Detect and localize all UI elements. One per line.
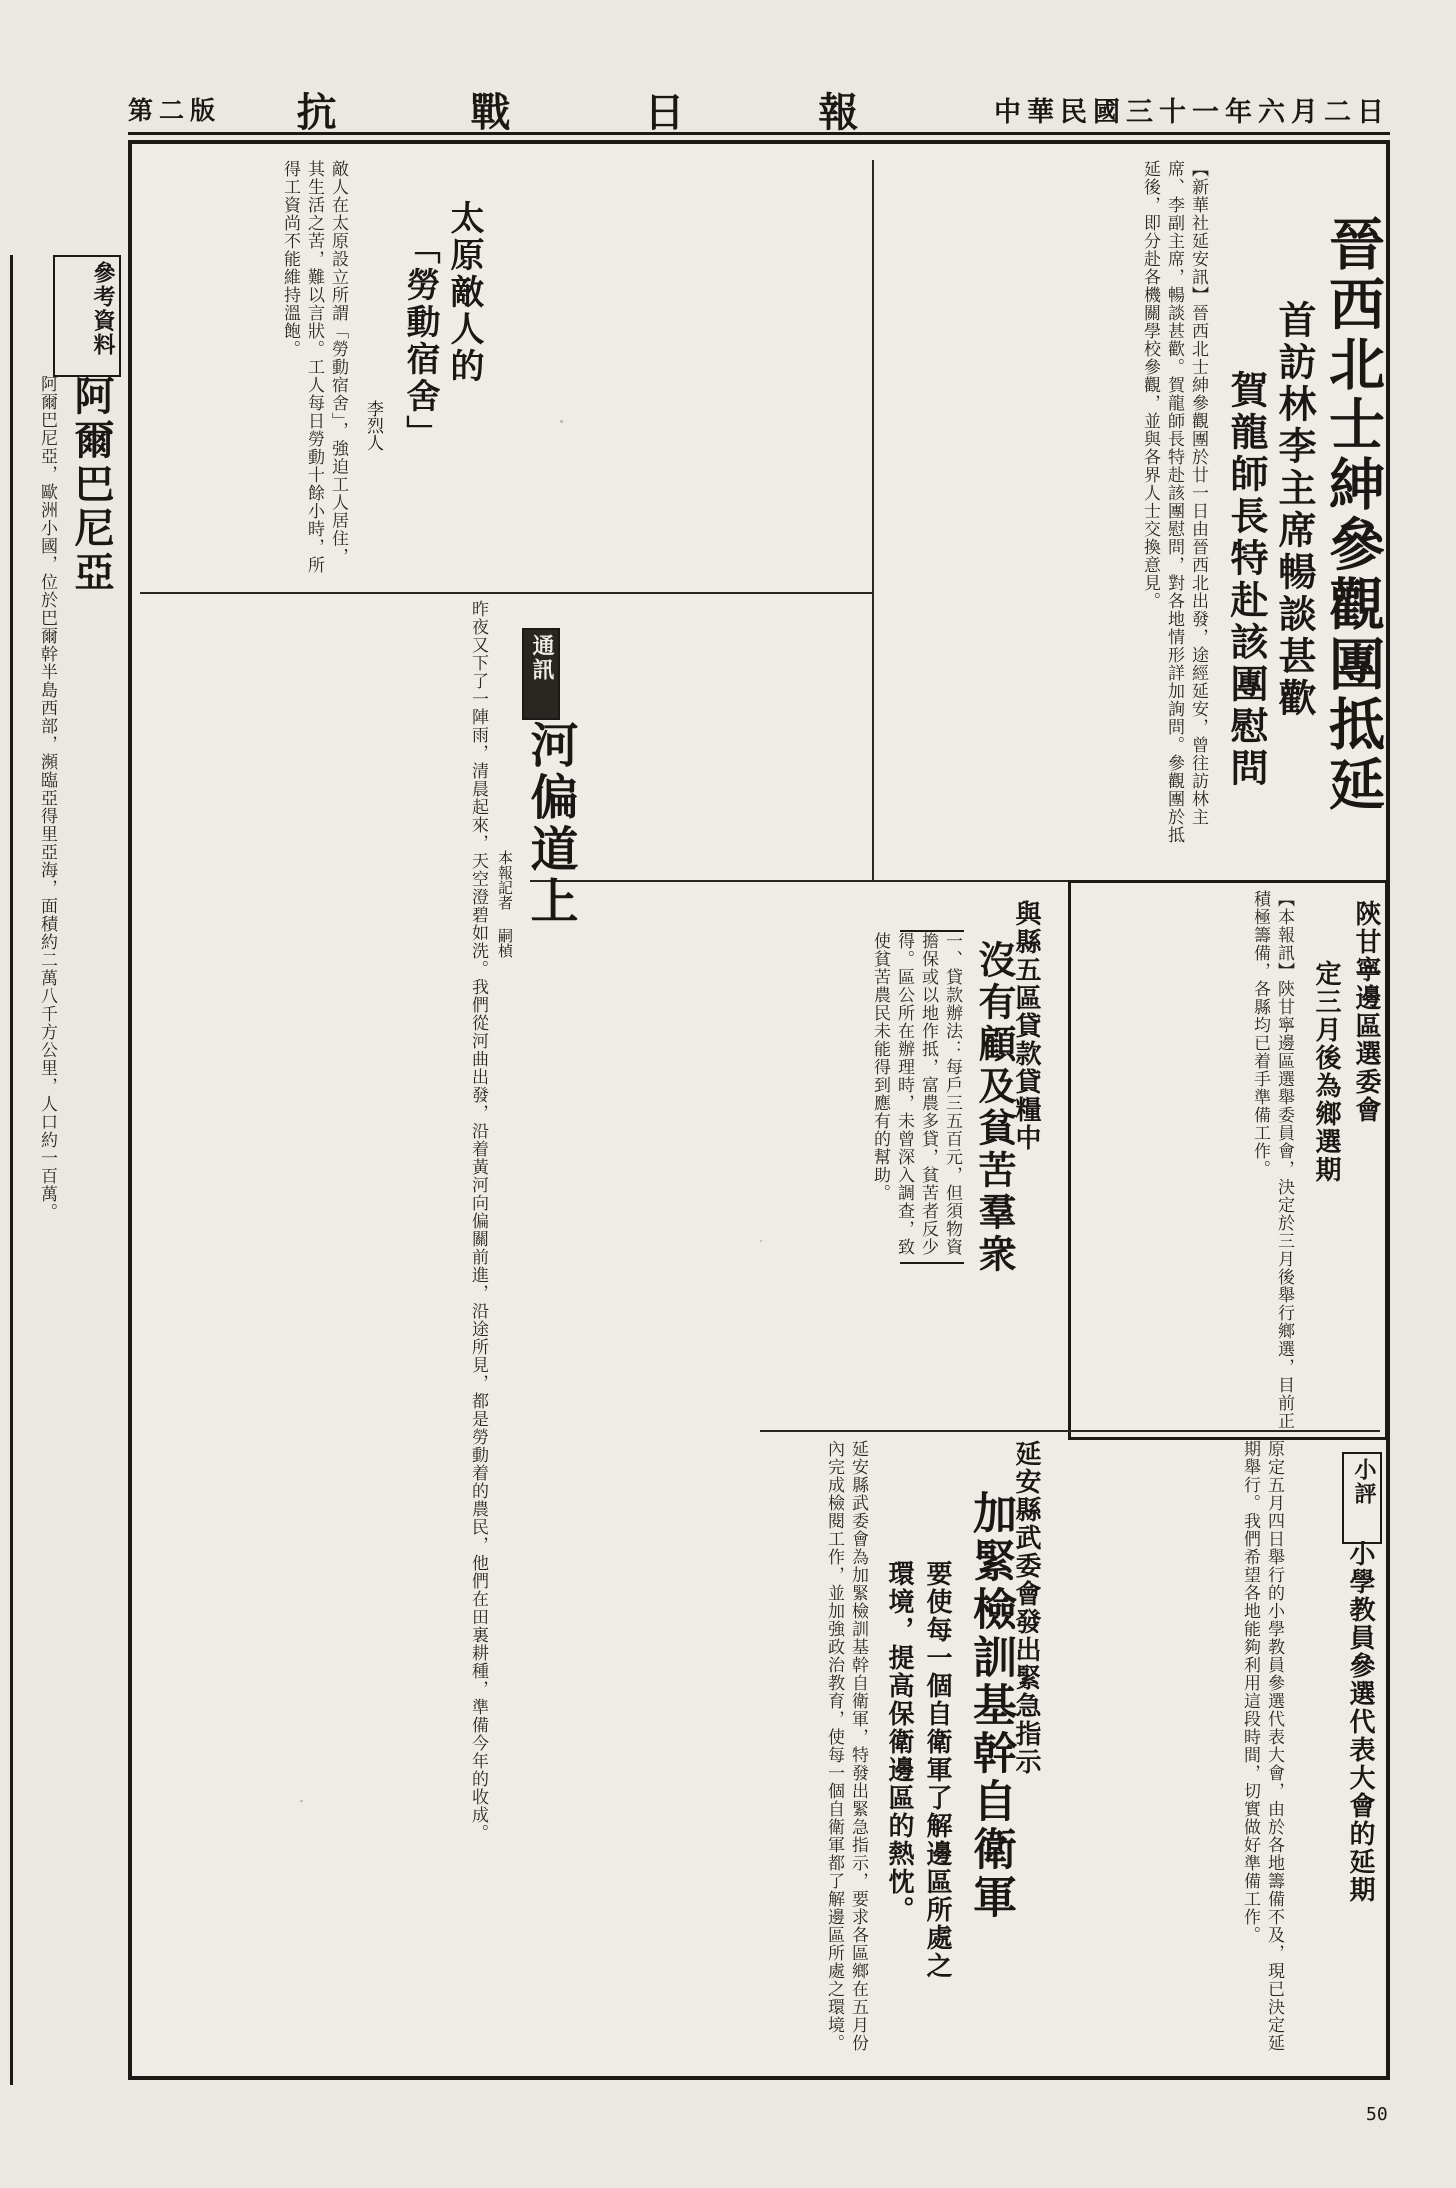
section-c-body: 【本報訊】陝甘寧邊區選舉委員會，決定於三月後舉行鄉選，目前正積極籌備，各縣均已着手準備工作。 — [1250, 890, 1294, 1430]
section-rule — [140, 592, 872, 594]
paper-speck — [300, 1800, 303, 1802]
section-e-author: 李烈人 — [363, 400, 383, 451]
section-e-headline: 太原敵人的 — [444, 200, 484, 385]
lead-subhead-1: 首訪林李主席暢談甚歡 — [1272, 300, 1317, 720]
sidebar-label: 參考資料 — [53, 255, 121, 377]
section-f-label: 通訊 — [522, 628, 560, 720]
section-b-subhead: 沒有顧及貧苦羣衆 — [972, 940, 1017, 1276]
section-rule — [760, 1430, 1380, 1432]
section-e-body-cont — [490, 160, 870, 580]
section-c-headline: 陝甘寧邊區選委會 — [1351, 900, 1381, 1124]
section-e-body: 敵人在太原設立所謂「勞動宿舍」，強迫工人居住，其生活之苦，難以言狀。工人每日勞動十餘小時，所得工資尚不能維持溫飽。 — [280, 160, 348, 574]
page-number: 50 — [1366, 2104, 1388, 2125]
section-d-headline: 延安縣武委會發出緊急指示 — [1011, 1440, 1041, 1776]
column-rule — [872, 160, 874, 880]
section-f-author: 本報記者 嗣楨 — [496, 850, 514, 958]
paper-speck — [560, 420, 563, 423]
section-f-headline: 河偏道上 — [522, 720, 578, 928]
section-b-headline: 與縣五區貸款貸糧中 — [1011, 900, 1041, 1152]
lead-subhead-2: 賀龍師長特赴該團慰問 — [1224, 370, 1269, 790]
section-c-subhead: 定三月後為鄉選期 — [1311, 960, 1341, 1184]
section-f-body: 昨夜又下了一陣雨，清晨起來，天空澄碧如洗。我們從河曲出發，沿着黃河向偏關前進，沿途所見，都是勞動着的農民，他們在田裏耕種，準備今年的收成。 — [468, 600, 488, 1842]
paper-name: 抗 戰 日 報 — [296, 88, 919, 136]
section-d-body: 延安縣武委會為加緊檢訓基幹自衛軍，特發出緊急指示，要求各區鄉在五月份內完成檢閱工作，並加強政治教育，使每一個自衛軍都了解邊區所處之環境。 — [824, 1440, 868, 2052]
section-g-headline: 小學教員參選代表大會的延期 — [1345, 1540, 1375, 1904]
masthead — [128, 86, 1390, 135]
section-d-subhead-2: 要使每一個自衛軍了解邊區所處之環境，提高保衛邊區的熱忱。 — [884, 1560, 952, 1980]
section-g-label: 小評 — [1342, 1452, 1382, 1544]
reference-sidebar — [10, 255, 121, 2085]
issue-label: 第二版 — [128, 96, 222, 125]
lead-headline: 晉西北士紳參觀團抵延 — [1320, 215, 1386, 815]
paper-speck — [760, 1240, 762, 1242]
sidebar-headline: 阿爾巴尼亞 — [68, 375, 115, 595]
lead-body: 【新華社延安訊】晉西北士紳參觀團於廿一日由晉西北出發，途經延安，曾往訪林主席、李副主席，暢談甚歡。賀龍師長特赴該團慰問，對各地情形詳加詢問。參觀團於抵延後，即分赴各機關學校參觀，並與各界人士交換意見。 — [1140, 160, 1208, 844]
section-b-body: 一、貸款辦法：每戶三五百元，但須物資擔保或以地作抵，富農多貸，貧苦者反少得。區公所在辦理時，未曾深入調查，致使貧苦農民未能得到應有的幫助。 — [900, 930, 964, 1264]
section-d-subhead-1: 加緊檢訓基幹自衛軍 — [965, 1490, 1016, 1922]
section-e-subhead: 「勞動宿舍」 — [400, 230, 440, 452]
sidebar-body: 阿爾巴尼亞，歐洲小國，位於巴爾幹半島西部，瀕臨亞得里亞海，面積約二萬八千方公里，人口約一百萬。 — [37, 375, 57, 1221]
section-b-body-cont — [760, 900, 890, 1420]
section-f-body-cont — [580, 600, 870, 870]
date-label: 中華民國三十一年六月二日 — [993, 96, 1390, 128]
section-d-body-cont — [1044, 1440, 1084, 1620]
section-g-body: 原定五月四日舉行的小學教員參選代表大會，由於各地籌備不及，現已決定延期舉行。我們希望各地能夠利用這段時間，切實做好準備工作。 — [1240, 1440, 1284, 2052]
